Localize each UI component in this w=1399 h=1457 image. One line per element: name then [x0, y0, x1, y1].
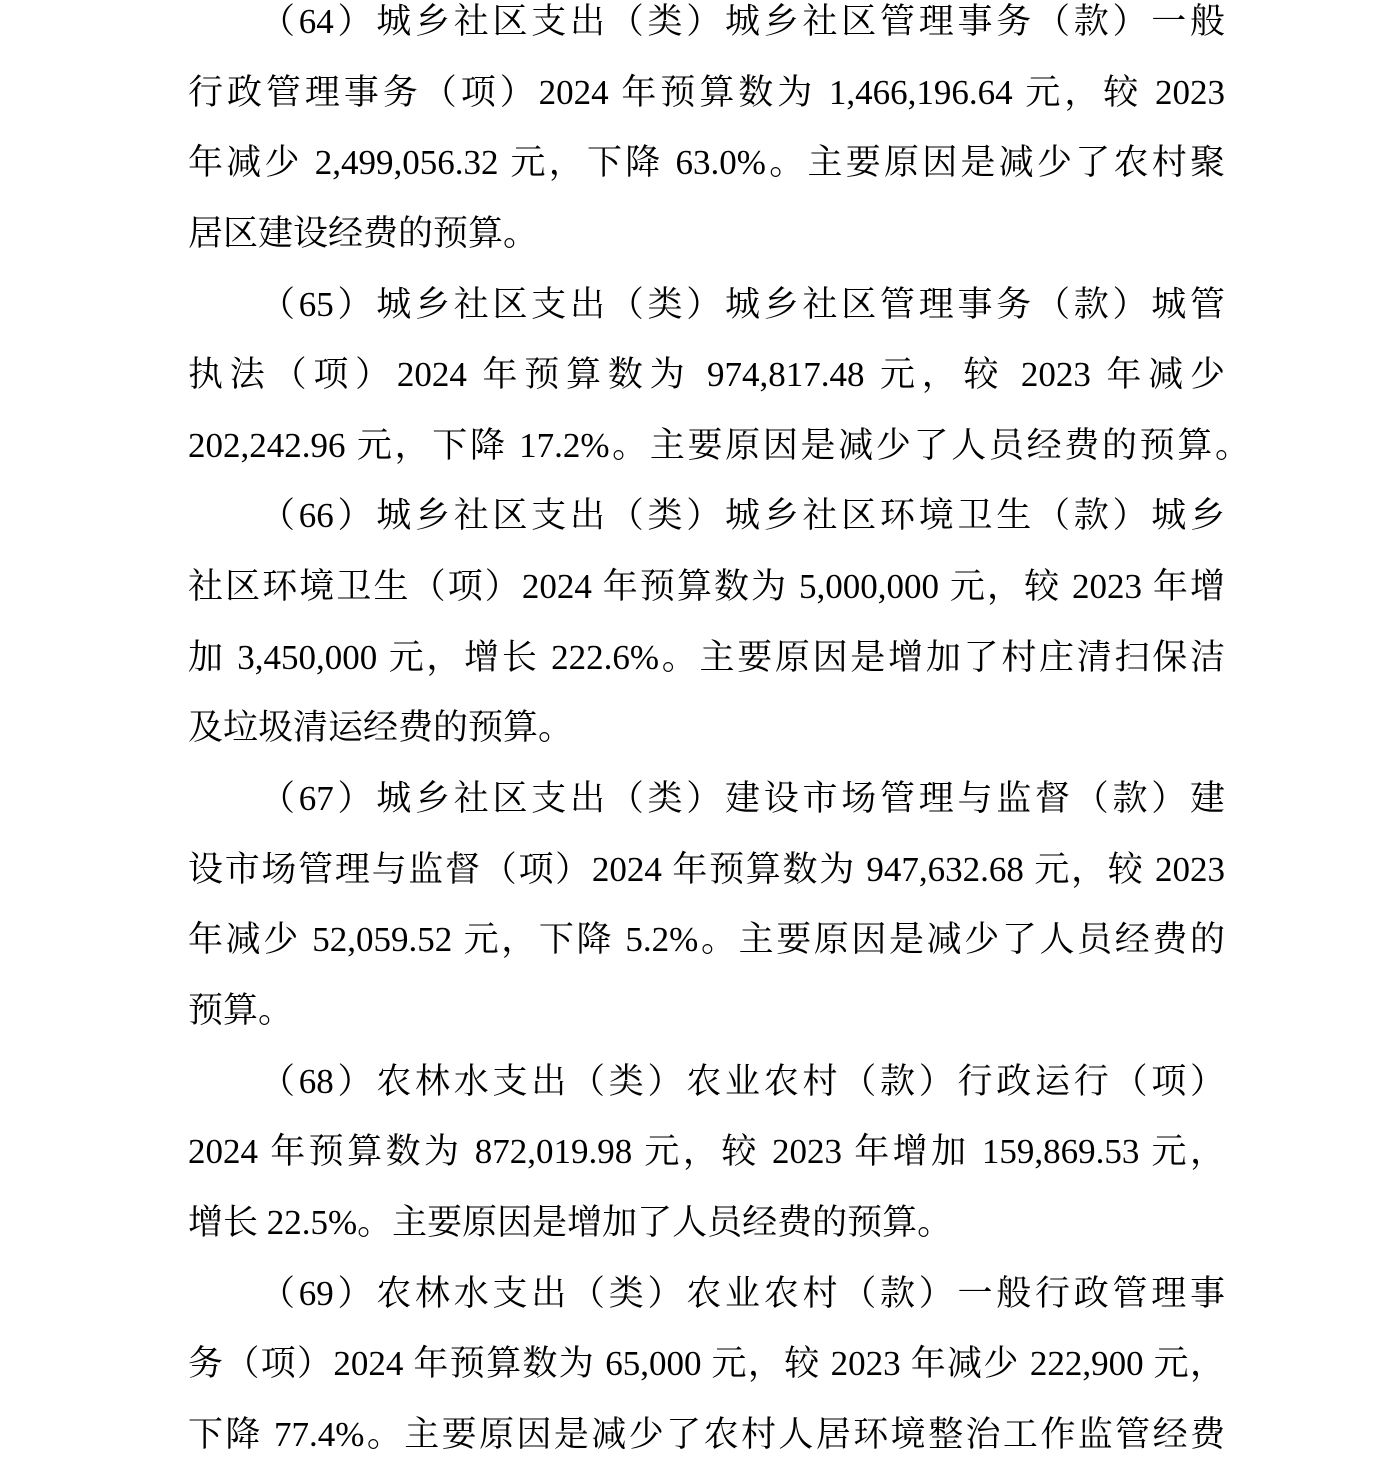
paragraph-first-line: （64）城乡社区支出（类）城乡社区管理事务（款）一般 — [260, 2, 1225, 41]
paragraph-64 — [0, 0, 1399, 256]
paragraph-last-line: 202,242.96 元，下降 17.2%。主要原因是减少了人员经费的预算。 — [188, 425, 1250, 465]
paragraph-line: 2024 年预算数为 872,019.98 元，较 2023 年增加 159,869.53 元， — [188, 1132, 1225, 1172]
paragraph-line: 务（项）2024 年预算数为 65,000 元，较 2023 年减少 222,900 元， — [188, 1344, 1225, 1384]
paragraph-line: 加 3,450,000 元，增长 222.6%。主要原因是增加了村庄清扫保洁 — [188, 637, 1225, 677]
paragraph-line: 行政管理事务（项）2024 年预算数为 1,466,196.64 元，较 2023 — [188, 72, 1225, 112]
paragraph-first-line: （66）城乡社区支出（类）城乡社区环境卫生（款）城乡 — [260, 496, 1225, 536]
paragraph-line: 执法（项）2024 年预算数为 974,817.48 元，较 2023 年减少 — [188, 355, 1225, 395]
paragraph-first-line: （68）农林水支出（类）农业农村（款）行政运行（项） — [260, 1061, 1225, 1101]
paragraph-line: 年减少 2,499,056.32 元，下降 63.0%。主要原因是减少了农村聚 — [188, 143, 1225, 183]
paragraph-65 — [0, 283, 1399, 468]
paragraph-line: 社区环境卫生（项）2024 年预算数为 5,000,000 元，较 2023 年增 — [188, 567, 1225, 607]
paragraph-last-line: 预算。 — [188, 990, 294, 1030]
paragraph-68 — [0, 1060, 1399, 1245]
paragraph-last-line: 增长 22.5%。主要原因是增加了人员经费的预算。 — [188, 1202, 953, 1242]
paragraph-line: 设市场管理与监督（项）2024 年预算数为 947,632.68 元，较 2023 — [188, 849, 1225, 889]
paragraph-66 — [0, 494, 1399, 750]
paragraph-line: 年减少 52,059.52 元，下降 5.2%。主要原因是减少了人员经费的 — [188, 920, 1225, 960]
paragraph-last-line: 居区建设经费的预算。 — [188, 213, 539, 253]
paragraph-67 — [0, 777, 1399, 1033]
paragraph-last-line: 及垃圾清运经费的预算。 — [188, 708, 574, 748]
paragraph-69 — [0, 1272, 1399, 1457]
paragraph-first-line: （65）城乡社区支出（类）城乡社区管理事务（款）城管 — [260, 284, 1225, 324]
paragraph-first-line: （67）城乡社区支出（类）建设市场管理与监督（款）建 — [260, 779, 1225, 819]
paragraph-line: 下降 77.4%。主要原因是减少了农村人居环境整治工作监管经费 — [188, 1414, 1225, 1454]
paragraph-first-line: （69）农林水支出（类）农业农村（款）一般行政管理事 — [260, 1273, 1225, 1313]
